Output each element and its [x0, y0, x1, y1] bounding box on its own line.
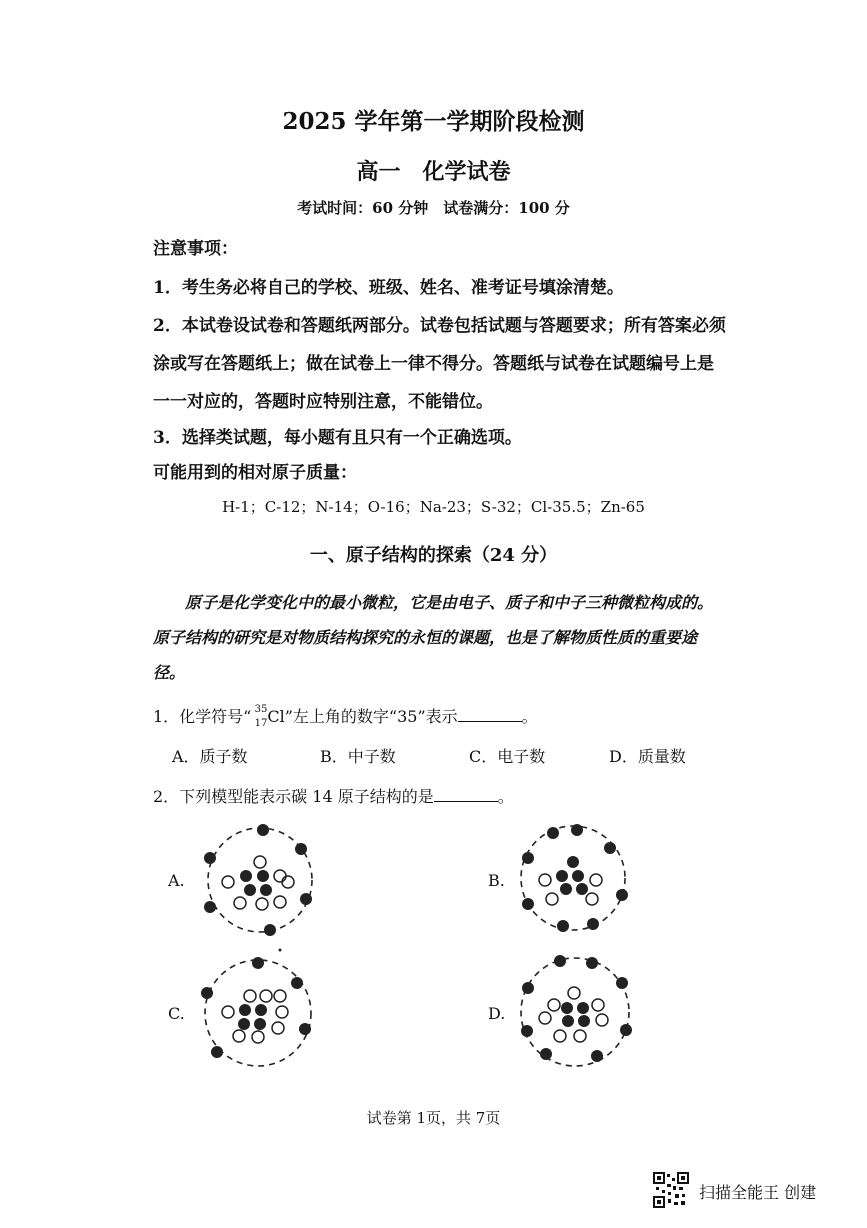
scanner-watermark: 扫描全能王 创建 — [699, 1183, 817, 1202]
model-label-a: A. — [168, 871, 185, 890]
atom-model-d — [521, 955, 632, 1066]
qr-code-icon — [653, 1172, 689, 1208]
atom-model-b — [521, 824, 628, 932]
notice-item-2: 2．本试卷设试卷和答题纸两部分。试卷包括试题与答题要求；所有答案必须涂或写在答题纸上；做在试卷上一律不得分。答题纸与试卷在试题编号上是一一对应的，答题时应特别注意，不能错位。 — [153, 316, 726, 412]
model-label-c: C. — [168, 1004, 185, 1023]
question-2: 2．下列模型能表示碳 14 原子结构的是 。 — [153, 787, 514, 806]
masses-heading: 可能用到的相对原子质量： — [153, 463, 357, 483]
section-intro: 原子是化学变化中的最小微粒，它是由电子、质子和中子三种微粒构成的。原子结构的研究是对物质结构探究的永恒的课题，也是了解物质性质的重要途径。 — [153, 593, 714, 682]
exam-title: 2025 学年第一学期阶段检测 — [282, 108, 585, 135]
atom-model-c — [201, 957, 311, 1066]
atomic-masses: H-1；C-12；N-14；O-16；Na-23；S-32；Cl-35.5；Zn-65 — [222, 498, 645, 516]
nuclide-symbol: 35 17 — [254, 703, 268, 729]
q1-option-b: B．中子数 — [320, 747, 396, 766]
exam-subtitle: 高一 化学试卷 — [356, 159, 511, 185]
atom-model-a — [204, 824, 312, 936]
notice-heading: 注意事项： — [153, 239, 238, 259]
q1-option-d: D．质量数 — [609, 747, 686, 766]
q1-option-a: A．质子数 — [172, 747, 248, 766]
notice-item-3: 3．选择类试题，每小题有且只有一个正确选项。 — [153, 428, 522, 448]
model-label-b: B. — [488, 871, 505, 890]
exam-meta: 考试时间：60 分钟 试卷满分：100 分 — [297, 199, 570, 217]
section-title: 一、原子结构的探索（24 分） — [309, 545, 558, 566]
notice-item-1: 1．考生务必将自己的学校、班级、姓名、准考证号填涂清楚。 — [153, 278, 624, 298]
model-label-d: D. — [488, 1004, 506, 1023]
page-footer: 试卷第 1页，共 7页 — [366, 1109, 501, 1127]
question-1: 1．化学符号“ 35 17 Cl”左上角的数字“35”表示 。 — [153, 703, 538, 729]
q1-option-c: C．电子数 — [469, 747, 546, 766]
